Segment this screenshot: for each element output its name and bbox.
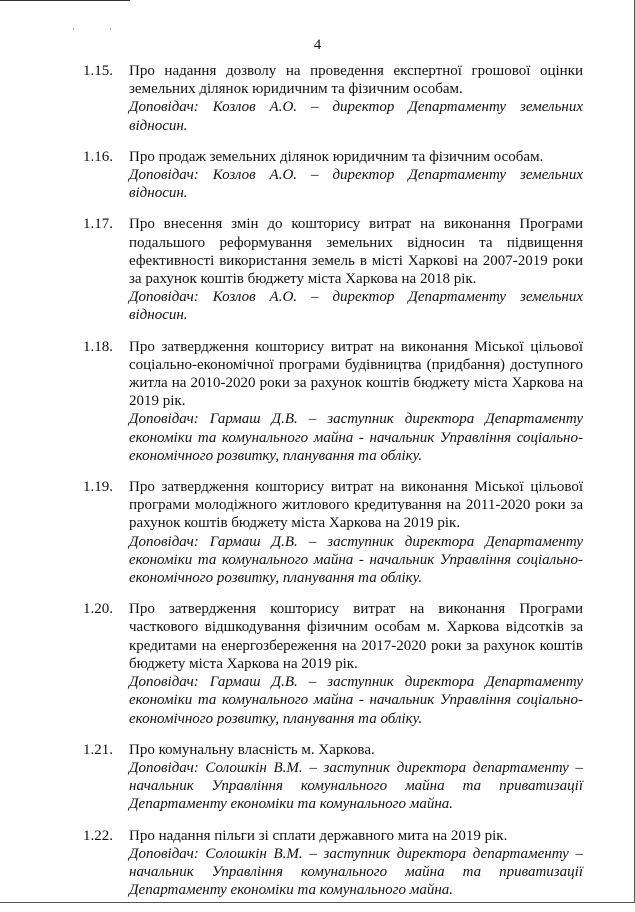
agenda-item [83, 478, 583, 587]
item-number: 1.16. [83, 148, 113, 165]
item-number: 1.18. [83, 338, 113, 355]
item-number: 1.20. [83, 601, 113, 618]
agenda-item [83, 600, 583, 727]
agenda-item [83, 827, 583, 900]
item-speaker: Доповідач: Гармаш Д.В. – заступник директора Департаменту економіки та комунального майна - начальник Управління соціально-економічного розвитку, планування та обліку. [129, 533, 583, 587]
item-number: 1.22. [83, 827, 113, 844]
item-speaker: Доповідач: Козлов А.О. – директор Департаменту земельних відносин. [129, 289, 583, 324]
agenda-item [83, 741, 583, 814]
item-number: 1.19. [83, 479, 113, 496]
item-title: Про надання дозволу на проведення експертної грошової оцінки земельних ділянок юридичним та фізичним особам. [129, 63, 583, 98]
item-speaker: Доповідач: Гармаш Д.В. – заступник директора Департаменту економіки та комунального майна - начальник Управління соціально-економічного розвитку, планування та обліку. [129, 411, 583, 464]
agenda-list [83, 62, 583, 912]
item-title: Про надання пільги зі сплати державного мита на 2019 рік. [129, 827, 508, 844]
scan-edge-line [0, 0, 130, 1]
item-speaker: Доповідач: Козлов А.О. – директор Департаменту земельних відносин. [129, 99, 583, 134]
item-speaker: Доповідач: Солошкін В.М. – заступник директора департаменту – начальник Управління комунального майна та приватизації Департаменту економіки та комунального майна. [129, 845, 583, 899]
item-number: 1.15. [83, 63, 113, 79]
item-title: Про затвердження кошторису витрат на виконання Програми часткового відшкодування фізичним особам м. Харкова відсотків за кредитами на енергозбереження на 2017-2020 роки за рахунок коштів бюджету міста Харкова на 2019 рік. [129, 601, 583, 672]
scan-marks: ·· [72, 24, 146, 34]
agenda-item [83, 215, 583, 324]
item-speaker: Доповідач: Козлов А.О. – директор Департаменту земельних відносин. [129, 167, 583, 202]
agenda-item [83, 338, 583, 465]
item-number: 1.21. [83, 741, 113, 758]
page-number: 4 [313, 37, 322, 53]
agenda-item [83, 148, 583, 203]
agenda-item [83, 62, 583, 135]
item-title: Про затвердження кошторису витрат на виконання Міської цільової програми молодіжного житлового кредитування на 2011-2020 роки за рахунок коштів бюджету міста Харкова на 2019 рік. [129, 479, 583, 532]
item-title: Про внесення змін до кошторису витрат на виконання Програми подальшого реформування земельних відносин та підвищення ефективності використання земель в місті Харкові на 2007-2019 роки за рахунок коштів бюджету міста Харкова на 2018 рік. [129, 216, 583, 288]
item-speaker: Доповідач: Солошкін В.М. – заступник директора департаменту – начальник Управління комунального майна та приватизації Департаменту економіки та комунального майна. [129, 759, 583, 813]
item-title: Про продаж земельних ділянок юридичним та фізичним особам. [129, 148, 544, 165]
item-number: 1.17. [83, 216, 113, 233]
item-speaker: Доповідач: Гармаш Д.В. – заступник директора Департаменту економіки та комунального майна - начальник Управління соціально-економічного розвитку, планування та обліку. [129, 674, 583, 727]
item-title: Про затвердження кошторису витрат на виконання Міської цільової соціально-економічної програми будівництва (придбання) доступного житла на 2010-2020 роки за рахунок коштів бюджету міста Харкова на 2019 рік. [129, 338, 583, 410]
item-title: Про комунальну власність м. Харкова. [129, 741, 375, 758]
